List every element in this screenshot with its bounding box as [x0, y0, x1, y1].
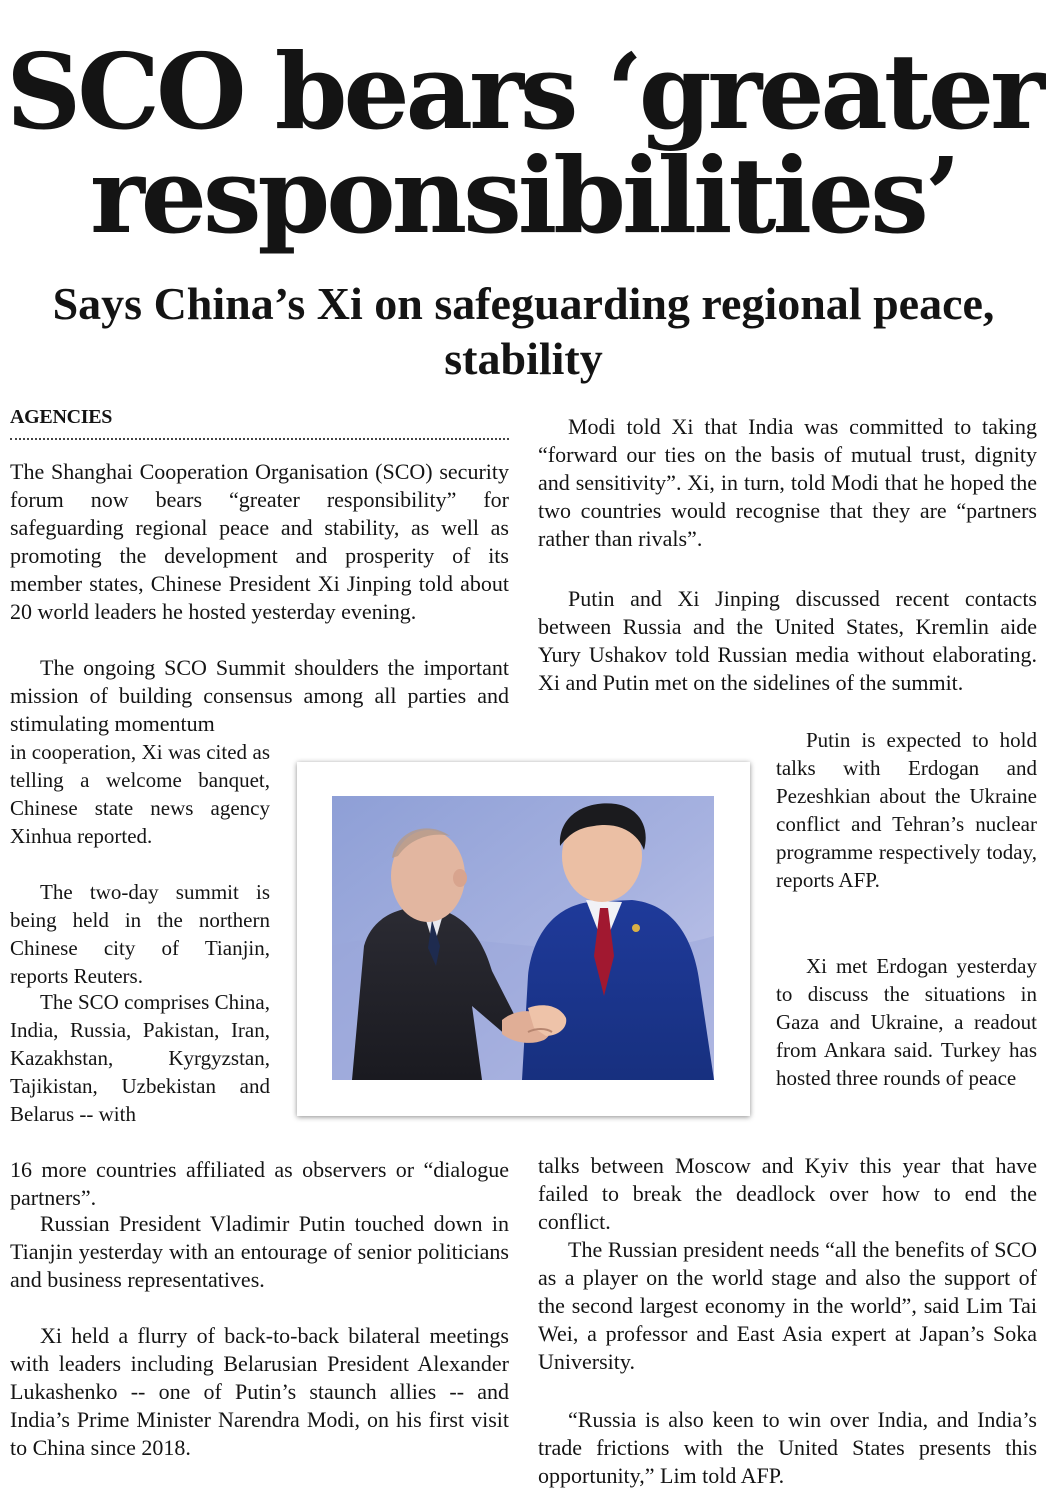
paragraph-2: The ongoing SCO Summit shoulders the important mission of building consensus among all parties and stimulating momentum — [10, 655, 509, 736]
paragraph-4: The SCO comprises China, India, Russia, Pakistan, Iran, Kazakhstan, Kyrgyzstan, Tajikistan, Uzbekistan and Belarus -- with — [10, 990, 270, 1126]
paragraph-6: Xi held a flurry of back-to-back bilateral meetings with leaders including Belarusian President Alexander Lukashenko -- one of Putin’s staunch allies -- and India’s Prime Minister Narendra Modi, on his first visit to China since 2018. — [10, 1323, 509, 1460]
paragraph-1: The Shanghai Cooperation Organisation (SCO) security forum now bears “greater responsibility” for safeguarding regional peace and stability, as well as promoting the development and prosperity of its member states, Chinese President Xi Jinping told about 20 world leaders he hosted yesterday evening. — [10, 459, 509, 624]
paragraph-12: “Russia is also keen to win over India, and India’s trade frictions with the United States presents this opportunity,” Lim told AFP. — [538, 1407, 1037, 1488]
byline: AGENCIES — [10, 406, 113, 428]
paragraph-9: Putin is expected to hold talks with Erdogan and Pezeshkian about the Ukraine conflict and Tehran’s nuclear programme respectively today, reports AFP. — [776, 728, 1037, 892]
paragraph-8: Putin and Xi Jinping discussed recent contacts between Russia and the United States, Kremlin aide Yury Ushakov told Russian media without elaborating. Xi and Putin met on the sidelines of the summit. — [538, 586, 1037, 695]
paragraph-3: The two-day summit is being held in the northern Chinese city of Tianjin, reports Reuters. — [10, 880, 270, 988]
paragraph-10: Xi met Erdogan yesterday to discuss the situations in Gaza and Ukraine, a readout from Ankara said. Turkey has hosted three rounds of peace — [776, 954, 1037, 1090]
handshake-photo — [332, 796, 714, 1080]
paragraph-5: Russian President Vladimir Putin touched down in Tianjin yesterday with an entourage of senior politicians and business representatives. — [10, 1211, 509, 1292]
photo-frame — [297, 762, 750, 1116]
paragraph-11: The Russian president needs “all the benefits of SCO as a player on the world stage and also the support of the second largest economy in the world”, said Lim Tai Wei, a professor and East Asia expert at Japan’s Soka University. — [538, 1237, 1037, 1374]
headline: SCO bears ‘greater responsibilities’ — [6, 30, 1041, 257]
paragraph-10-continued: talks between Moscow and Kyiv this year that have failed to break the deadlock over how to end the conflict. — [538, 1153, 1037, 1234]
paragraph-4-continued: 16 more countries affiliated as observers or “dialogue partners”. — [10, 1157, 509, 1210]
byline-divider — [10, 438, 509, 440]
subheadline: Says China’s Xi on safeguarding regional peace, stability — [52, 278, 995, 384]
paragraph-7: Modi told Xi that India was committed to taking “forward our ties on the basis of mutual trust, dignity and sensitivity”. Xi, in turn, told Modi that he hoped the two countries would recognise that they are “partners rather than rivals”. — [538, 414, 1037, 551]
paragraph-2-continued: in cooperation, Xi was cited as telling a welcome banquet, Chinese state news agency Xinhua reported. — [10, 740, 270, 848]
